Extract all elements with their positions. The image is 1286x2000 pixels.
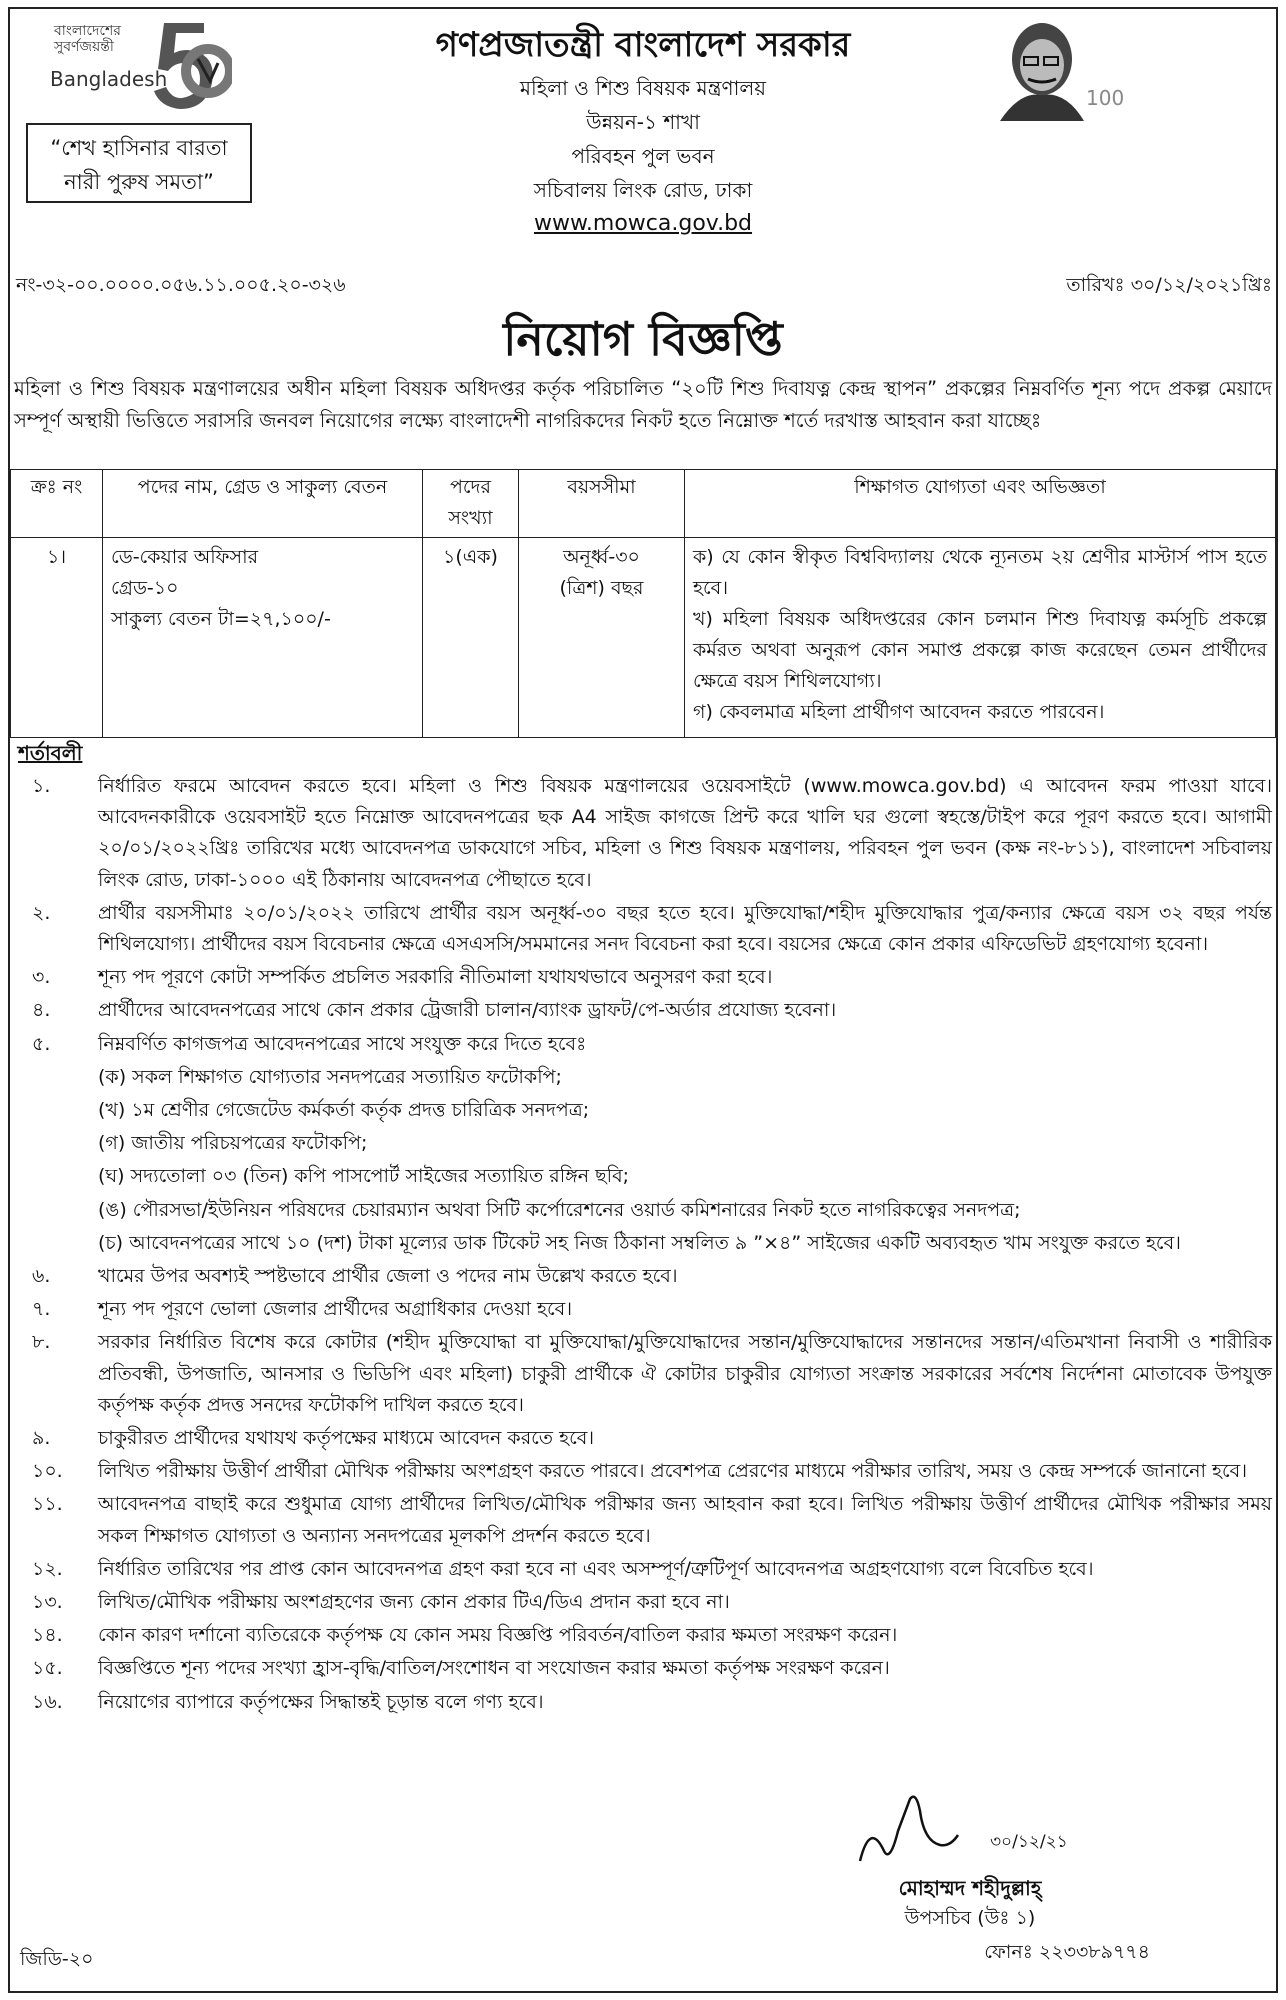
list-item-sub: (ক) সকল শিক্ষাগত যোগ্যতার সনদপত্রের সত্যায়িত ফটোকপি; xyxy=(98,1065,562,1088)
list-item: ৬. খামের উপর অবশ্যই স্পষ্টভাবে প্রার্থীর জেলা ও পদের নাম উল্লেখ করতে হবে। xyxy=(32,1265,678,1288)
col-age: বয়সসীমা xyxy=(519,470,685,538)
list-item: ৮. সরকার নির্ধারিত বিশেষ করে কোটার (শহীদ মুক্তিযোদ্ধা বা মুক্তিযোদ্ধা/মুক্তিযোদ্ধাদের সন্তান/মুক্তিযোদ্ধাদের সন্তানদের সন্তান/এতিমখানা নিবাসী ও শারীরিক প্রতিবন্ধী, উপজাতি, আনসার ও ভিডিপি এবং মহিলা) চাকুরী প্রার্থীকে ঐ কোটার চাকুরীর যোগ্যতা সংক্রান্ত সরকারের সর্বশেষ নির্দেশনা মোতাবেক উপযুক্ত কর্তৃপক্ষ কর্তৃক প্রদত্ত সনদের ফটোকপি দাখিল করতে হবে। xyxy=(32,1331,1272,1416)
list-item: ৫. নিম্নবর্ণিত কাগজপত্র আবেদনপত্রের সাথে সংযুক্ত করে দিতে হবেঃ xyxy=(32,1032,587,1055)
age-limit-words: (ত্রিশ) বছর xyxy=(559,577,644,599)
header-center xyxy=(310,19,976,241)
cell-count: ১(এক) xyxy=(423,538,519,738)
header xyxy=(10,9,1276,267)
signature-icon xyxy=(840,1791,1120,1871)
slogan-box xyxy=(26,123,252,203)
slogan-line-2: নারী পুরুষ সমতা” xyxy=(64,170,214,194)
cell-age xyxy=(519,538,685,738)
address: সচিবালয় লিংক রোড, ঢাকা xyxy=(533,178,753,202)
logo-text-bottom: Bangladesh xyxy=(50,67,168,91)
list-item: ১. নির্ধারিত ফরমে আবেদন করতে হবে। মহিলা ও শিশু বিষয়ক মন্ত্রণালয়ের ওয়েবসাইটে (www.mowca.gov.bd) এ আবেদন ফরম পাওয়া যাবে। আবেদনকারীকে ওয়েবসাইট হতে নিম্নোক্ত আবেদনপত্রের ছক A4 সাইজ কাগজে প্রিন্ট করে খালি ঘর গুলো স্বহস্তে/টাইপ করে পূরণ করতে হবে। আগামী ২০/০১/২০২২খ্রিঃ তারিখের মধ্যে আবেদনপত্র ডাকযোগে সচিব, মহিলা ও শিশু বিষয়ক মন্ত্রণালয়, পরিবহন পুল ভবন (কক্ষ নং-৮১১), বাংলাদেশ সচিবালয় লিংক রোড, ঢাকা-১০০০ এই ঠিকানায় আবেদনপত্র পৌছাতে হবে। xyxy=(32,775,1272,891)
reference-row xyxy=(16,271,1272,301)
golden-jubilee-logo xyxy=(50,19,230,119)
list-item-sub: (ঙ) পৌরসভা/ইউনিয়ন পরিষদের চেয়ারম্যান অথবা সিটি কর্পোরেশনের ওয়ার্ড কমিশনারের নিকট হতে নাগরিকত্বের সনদপত্র; xyxy=(98,1198,1021,1221)
post-salary: সাকুল্য বেতন টা=২৭,১০০/- xyxy=(111,608,331,630)
table-header-row xyxy=(11,470,1276,538)
list-item: ১৩. লিখিত/মৌখিক পরীক্ষায় অংশগ্রহণের জন্য কোন প্রকার টিএ/ডিএ প্রদান করা হবে না। xyxy=(32,1591,730,1614)
qualification-c: গ) কেবলমাত্র মহিলা প্রার্থীগণ আবেদন করতে পারবেন। xyxy=(693,701,1105,723)
signatory-phone: ফোনঃ ২২৩৩৮৯৭৭৪ xyxy=(984,1941,1150,1963)
list-item-sub: (চ) আবেদনপত্রের সাথে ১০ (দশ) টাকা মূল্যের ডাক টিকেট সহ নিজ ঠিকানা সম্বলিত ৯ ”×৪” সাইজের একটি অব্যবহৃত খাম সংযুক্ত করতে হবে। xyxy=(98,1231,1181,1254)
svg-text:100: 100 xyxy=(1086,86,1125,110)
list-item: ১০. লিখিত পরীক্ষায় উত্তীর্ণ প্রার্থীরা মৌখিক পরীক্ষায় অংশগ্রহণ করতে পারবে। প্রবেশপত্র প্রেরণের মাধ্যমে পরীক্ষার তারিখ, সময় ও কেন্দ্র সম্পর্কে জানানো হবে। xyxy=(32,1460,1248,1483)
logo-text-top: বাংলাদেশের সুবর্ণজয়ন্তী xyxy=(54,23,121,55)
list-item-sub: (গ) জাতীয় পরিচয়পত্রের ফটোকপি; xyxy=(98,1132,368,1155)
list-item: ৩. শূন্য পদ পূরণে কোটা সম্পর্কিত প্রচলিত সরকারি নীতিমালা যথাযথভাবে অনুসরণ করা হবে। xyxy=(32,966,773,989)
age-limit: অনূর্ধ্ব-৩০ xyxy=(563,546,640,568)
list-item-sub: (ঘ) সদ্যতোলা ০৩ (তিন) কপি পাসপোর্ট সাইজের সত্যায়িত রঙ্গিন ছবি; xyxy=(98,1165,630,1188)
list-item: ৪. প্রার্থীদের আবেদনপত্রের সাথে কোন প্রকার ট্রেজারী চালান/ব্যাংক ড্রাফট/পে-অর্ডার প্রযোজ্য হবেনা। xyxy=(32,999,837,1022)
list-item: ১৬. নিয়োগের ব্যাপারে কর্তৃপক্ষের সিদ্ধান্তই চূড়ান্ত বলে গণ্য হবে। xyxy=(32,1690,544,1713)
col-post: পদের নাম, গ্রেড ও সাকুল্য বেতন xyxy=(103,470,423,538)
list-item: ১১. আবেদনপত্র বাছাই করে শুধুমাত্র যোগ্য প্রার্থীদের লিখিত/মৌখিক পরীক্ষার জন্য আহবান করা হবে। লিখিত পরীক্ষায় উত্তীর্ণ প্রার্থীদের মৌখিক পরীক্ষার সময় সকল শিক্ষাগত যোগ্যতা ও অন্যান্য সনদপত্রের মূলকপি প্রদর্শন করতে হবে। xyxy=(32,1493,1272,1547)
branch-name: উন্নয়ন-১ শাখা xyxy=(586,110,700,134)
list-item: ৯. চাকুরীরত প্রার্থীদের যথাযথ কর্তৃপক্ষের মাধ্যমে আবেদন করতে হবে। xyxy=(32,1427,595,1450)
list-item: ১৫. বিজ্ঞপ্তিতে শূন্য পদের সংখ্যা হ্রাস-বৃদ্ধি/বাতিল/সংশোধন বা সংযোজন করার ক্ষমতা কর্তৃপক্ষ সংরক্ষণ করেন। xyxy=(32,1657,890,1680)
list-item-sub: (খ) ১ম শ্রেণীর গেজেটেড কর্মকর্তা কর্তৃক প্রদত্ত চারিত্রিক সনদপত্র; xyxy=(98,1099,590,1122)
col-serial: ক্রঃ নং xyxy=(11,470,103,538)
list-item: ১২. নির্ধারিত তারিখের পর প্রাপ্ত কোন আবেদনপত্র গ্রহণ করা হবে না এবং অসম্পূর্ণ/ত্রুটিপূর্ণ আবেদনপত্র অগ্রহণযোগ্য বলে বিবেচিত হবে। xyxy=(32,1557,1094,1580)
table-row xyxy=(11,538,1276,738)
qualification-b: খ) মহিলা বিষয়ক অধিদপ্তরের কোন চলমান শিশু দিবাযত্ন কর্মসূচি প্রকল্পে কর্মরত অথবা অনুরূপ কোন সমাপ্ত প্রকল্পে কাজ করেছেন তেমন প্রার্থীদের ক্ষেত্রে বয়স শিথিলযোগ্য। xyxy=(693,608,1267,692)
cell-qualification xyxy=(685,538,1276,738)
government-name: গণপ্রজাতন্ত্রী বাংলাদেশ সরকার xyxy=(435,25,851,65)
list-item: ৭. শূন্য পদ পূরণে ভোলা জেলার প্রার্থীদের অগ্রাধিকার দেওয়া হবে। xyxy=(32,1298,573,1321)
qualification-a: ক) যে কোন স্বীকৃত বিশ্ববিদ্যালয় থেকে ন্যূনতম ২য় শ্রেণীর মাস্টার্স পাস হতে হবে। xyxy=(693,546,1267,599)
col-qualification: শিক্ষাগত যোগ্যতা এবং অভিজ্ঞতা xyxy=(685,470,1276,538)
slogan-line-1: “শেখ হাসিনার বারতা xyxy=(50,136,228,160)
notice-page xyxy=(8,7,1278,1993)
conditions-title: শর্তাবলী xyxy=(18,741,83,765)
fifty-emblem-icon xyxy=(146,19,232,115)
mujib-borsho-logo-icon xyxy=(980,17,1130,123)
intro-paragraph: মহিলা ও শিশু বিষয়ক মন্ত্রণালয়ের অধীন মহিলা বিষয়ক অধিদপ্তর কর্তৃক পরিচালিত “২০টি শিশু দিবাযত্ন কেন্দ্র স্থাপন” প্রকল্পের নিম্নবর্ণিত শূন্য পদে প্রকল্প মেয়াদে সম্পূর্ণ অস্থায়ী ভিত্তিতে সরাসরি জনবল নিয়োগের লক্ষ্যে বাংলাদেশী নাগরিকদের নিকট হতে নিম্নোক্ত শর্তে দরখাস্ত আহবান করা যাচ্ছেঃ xyxy=(14,377,1272,432)
col-count: পদের সংখ্যা xyxy=(423,470,519,538)
conditions-list xyxy=(10,771,1272,1720)
cell-post xyxy=(103,538,423,738)
notice-title: নিয়োগ বিজ্ঞপ্তি xyxy=(503,312,783,366)
reference-number: নং-৩২-০০.০০০০.০৫৬.১১.০০৫.২০-৩২৬ xyxy=(16,274,346,296)
cell-serial: ১। xyxy=(11,538,103,738)
signatory-designation: উপসচিব (উঃ ১) xyxy=(904,1907,1036,1929)
vacancy-table xyxy=(10,469,1276,738)
post-name: ডে-কেয়ার অফিসার xyxy=(111,546,259,568)
post-grade: গ্রেড-১০ xyxy=(111,577,179,599)
building-name: পরিবহন পুল ভবন xyxy=(571,144,715,168)
list-item: ১৪. কোন কারণ দর্শানো ব্যতিরেকে কর্তৃপক্ষ যে কোন সময় বিজ্ঞপ্তি পরিবর্তন/বাতিল করার ক্ষমতা সংরক্ষণ করেন। xyxy=(32,1624,898,1647)
signature-date: ৩০/১২/২১ xyxy=(990,1832,1068,1852)
website-link[interactable]: www.mowca.gov.bd xyxy=(533,211,753,236)
list-item: ২. প্রার্থীর বয়সসীমাঃ ২০/০১/২০২২ তারিখে প্রার্থীর বয়স অনূর্ধ্ব-৩০ বছর হতে হবে। মুক্তিযোদ্ধা/শহীদ মুক্তিযোদ্ধার পুত্র/কন্যার ক্ষেত্রে বয়স ৩২ বছর পর্যন্ত শিথিলযোগ্য। প্রার্থীদের বয়স বিবেচনার ক্ষেত্রে এসএসসি/সমমানের সনদ বিবেচনা করা হবে। বয়সের ক্ষেত্রে কোন প্রকার এফিডেভিট গ্রহণযোগ্য হবেনা। xyxy=(32,901,1272,956)
ministry-name: মহিলা ও শিশু বিষয়ক মন্ত্রণালয় xyxy=(519,76,767,100)
footer-code: জিডি-২০ xyxy=(20,1948,94,1970)
signatory-name: মোহাম্মদ শহীদুল্লাহ্ xyxy=(898,1876,1042,1900)
issue-date: তারিখঃ ৩০/১২/২০২১খ্রিঃ xyxy=(1066,274,1272,296)
